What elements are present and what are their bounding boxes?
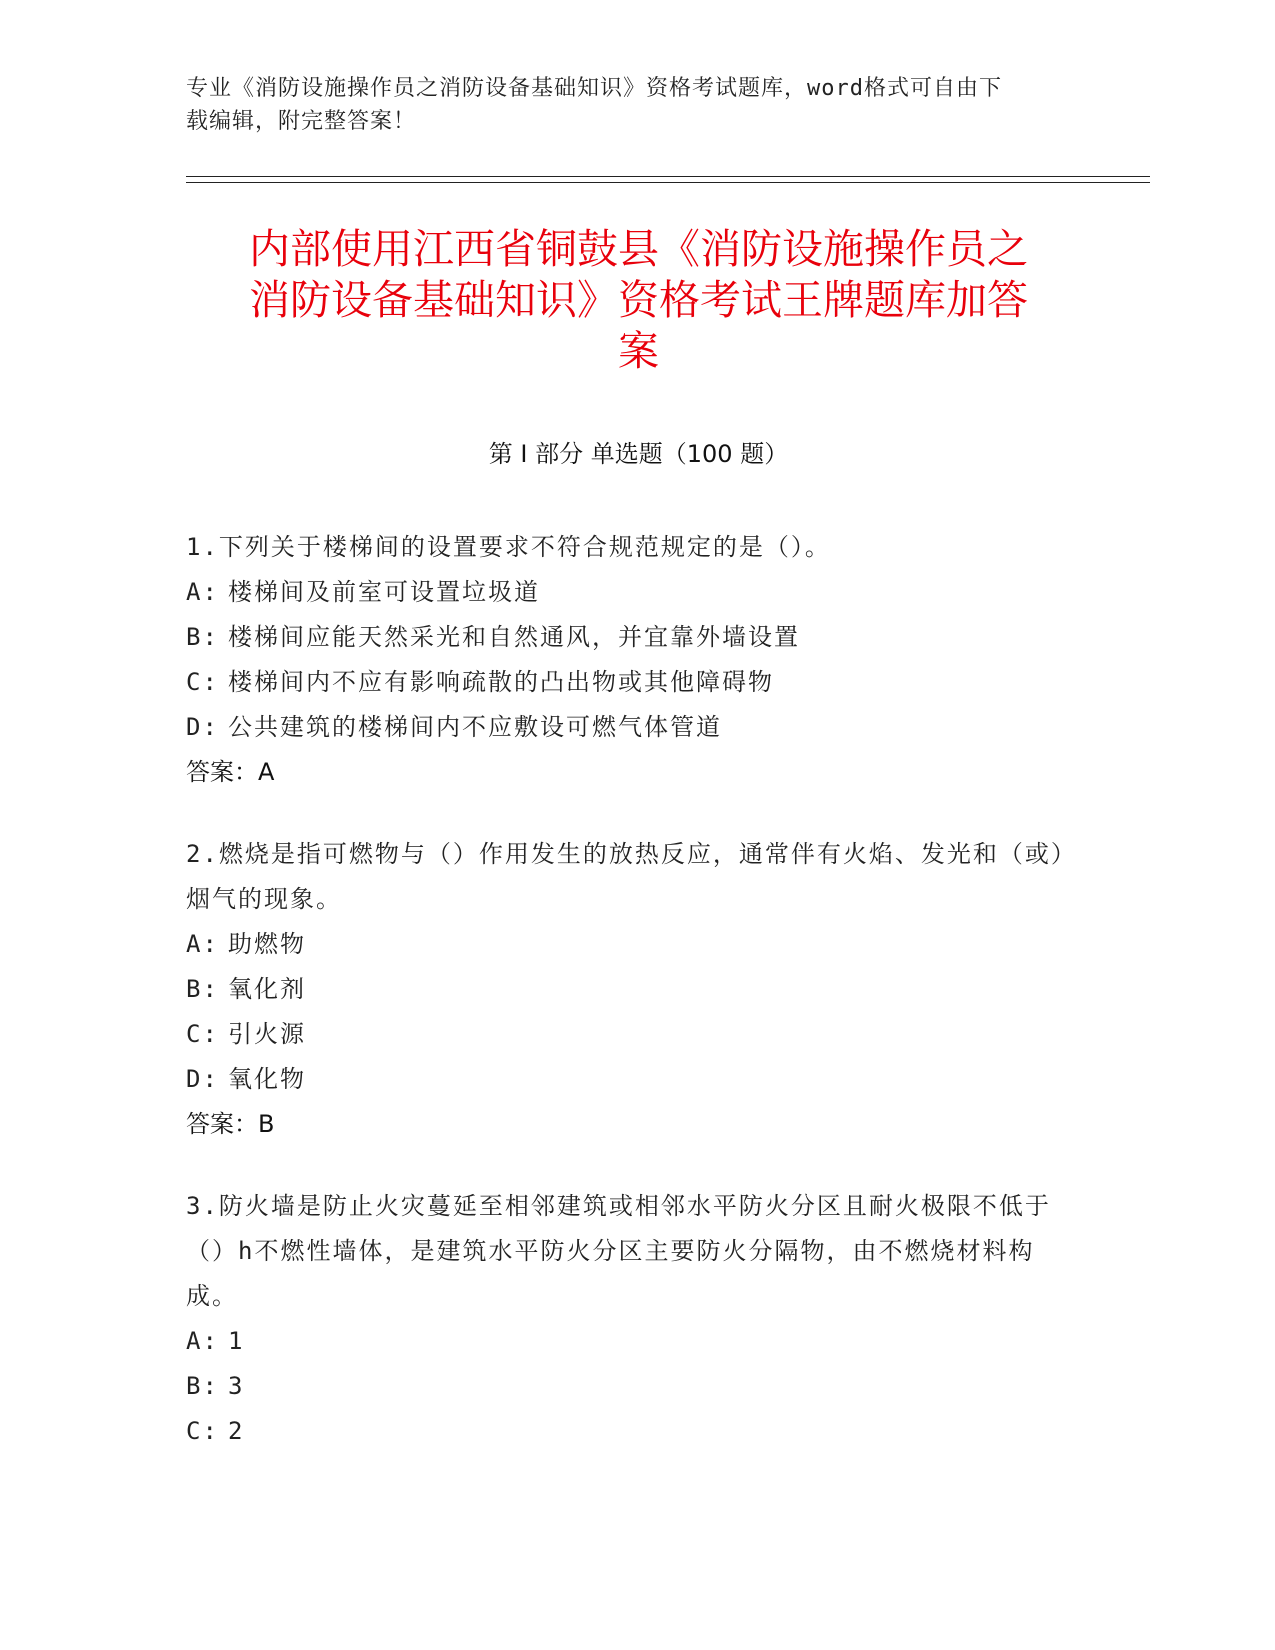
question-stem: 2.燃烧是指可燃物与（）作用发生的放热反应，通常伴有火焰、发光和（或）烟气的现象。 — [186, 840, 1077, 913]
option-key: D: — [186, 1065, 219, 1093]
question-stem: 3.防火墙是防止火灾蔓延至相邻建筑或相邻水平防火分区且耐火极限不低于（）h不燃性墙体，是建筑水平防火分区主要防火分隔物，由不燃烧材料构成。 — [186, 1192, 1051, 1310]
option-key: B: — [186, 623, 219, 651]
option-text: 公共建筑的楼梯间内不应敷设可燃气体管道 — [228, 713, 722, 741]
header-note — [186, 72, 1086, 138]
option-d — [186, 1057, 1086, 1102]
option-a — [186, 570, 1086, 615]
option-b — [186, 967, 1086, 1012]
option-key: B: — [186, 1372, 219, 1400]
option-text: 氧化剂 — [228, 975, 306, 1003]
option-key: C: — [186, 1020, 219, 1048]
option-c — [186, 1409, 1086, 1454]
option-key: C: — [186, 1417, 219, 1445]
option-d — [186, 705, 1086, 750]
question-list — [186, 525, 1086, 1491]
option-text: 助燃物 — [228, 930, 306, 958]
question-2 — [186, 832, 1086, 1147]
document-title-line: 消防设备基础知识》资格考试王牌题库加答 — [249, 276, 1028, 324]
option-text: 楼梯间内不应有影响疏散的凸出物或其他障碍物 — [228, 668, 774, 696]
section-title: 第 I 部分 单选题（100 题） — [488, 440, 789, 468]
option-b — [186, 615, 1086, 660]
option-text: 2 — [228, 1417, 245, 1445]
option-text: 楼梯间及前室可设置垃圾道 — [228, 578, 540, 606]
option-text: 引火源 — [228, 1020, 306, 1048]
header-note-line: 专业《消防设施操作员之消防设备基础知识》资格考试题库，word格式可自由下 — [186, 76, 1002, 101]
option-text: 3 — [228, 1372, 245, 1400]
header-divider-top — [186, 176, 1150, 177]
option-key: A: — [186, 930, 219, 958]
option-a — [186, 922, 1086, 967]
header-note-line: 载编辑，附完整答案！ — [186, 109, 417, 134]
question-stem: 1.下列关于楼梯间的设置要求不符合规范规定的是（）。 — [186, 533, 831, 561]
document-title-line: 内部使用江西省铜鼓县《消防设施操作员之 — [249, 225, 1028, 273]
option-c — [186, 1012, 1086, 1057]
document-title — [186, 224, 1091, 377]
question-1 — [186, 525, 1086, 795]
option-a — [186, 1319, 1086, 1364]
option-c — [186, 660, 1086, 705]
option-text: 楼梯间应能天然采光和自然通风，并宜靠外墙设置 — [228, 623, 800, 651]
option-key: A: — [186, 1327, 219, 1355]
document-title-line: 案 — [618, 327, 659, 375]
option-key: C: — [186, 668, 219, 696]
question-3 — [186, 1184, 1086, 1454]
option-key: B: — [186, 975, 219, 1003]
answer-label: 答案：A — [186, 758, 275, 786]
option-b — [186, 1364, 1086, 1409]
option-key: D: — [186, 713, 219, 741]
option-key: A: — [186, 578, 219, 606]
option-text: 1 — [228, 1327, 245, 1355]
option-text: 氧化物 — [228, 1065, 306, 1093]
header-divider-bottom — [186, 182, 1150, 183]
answer-label: 答案：B — [186, 1110, 275, 1138]
